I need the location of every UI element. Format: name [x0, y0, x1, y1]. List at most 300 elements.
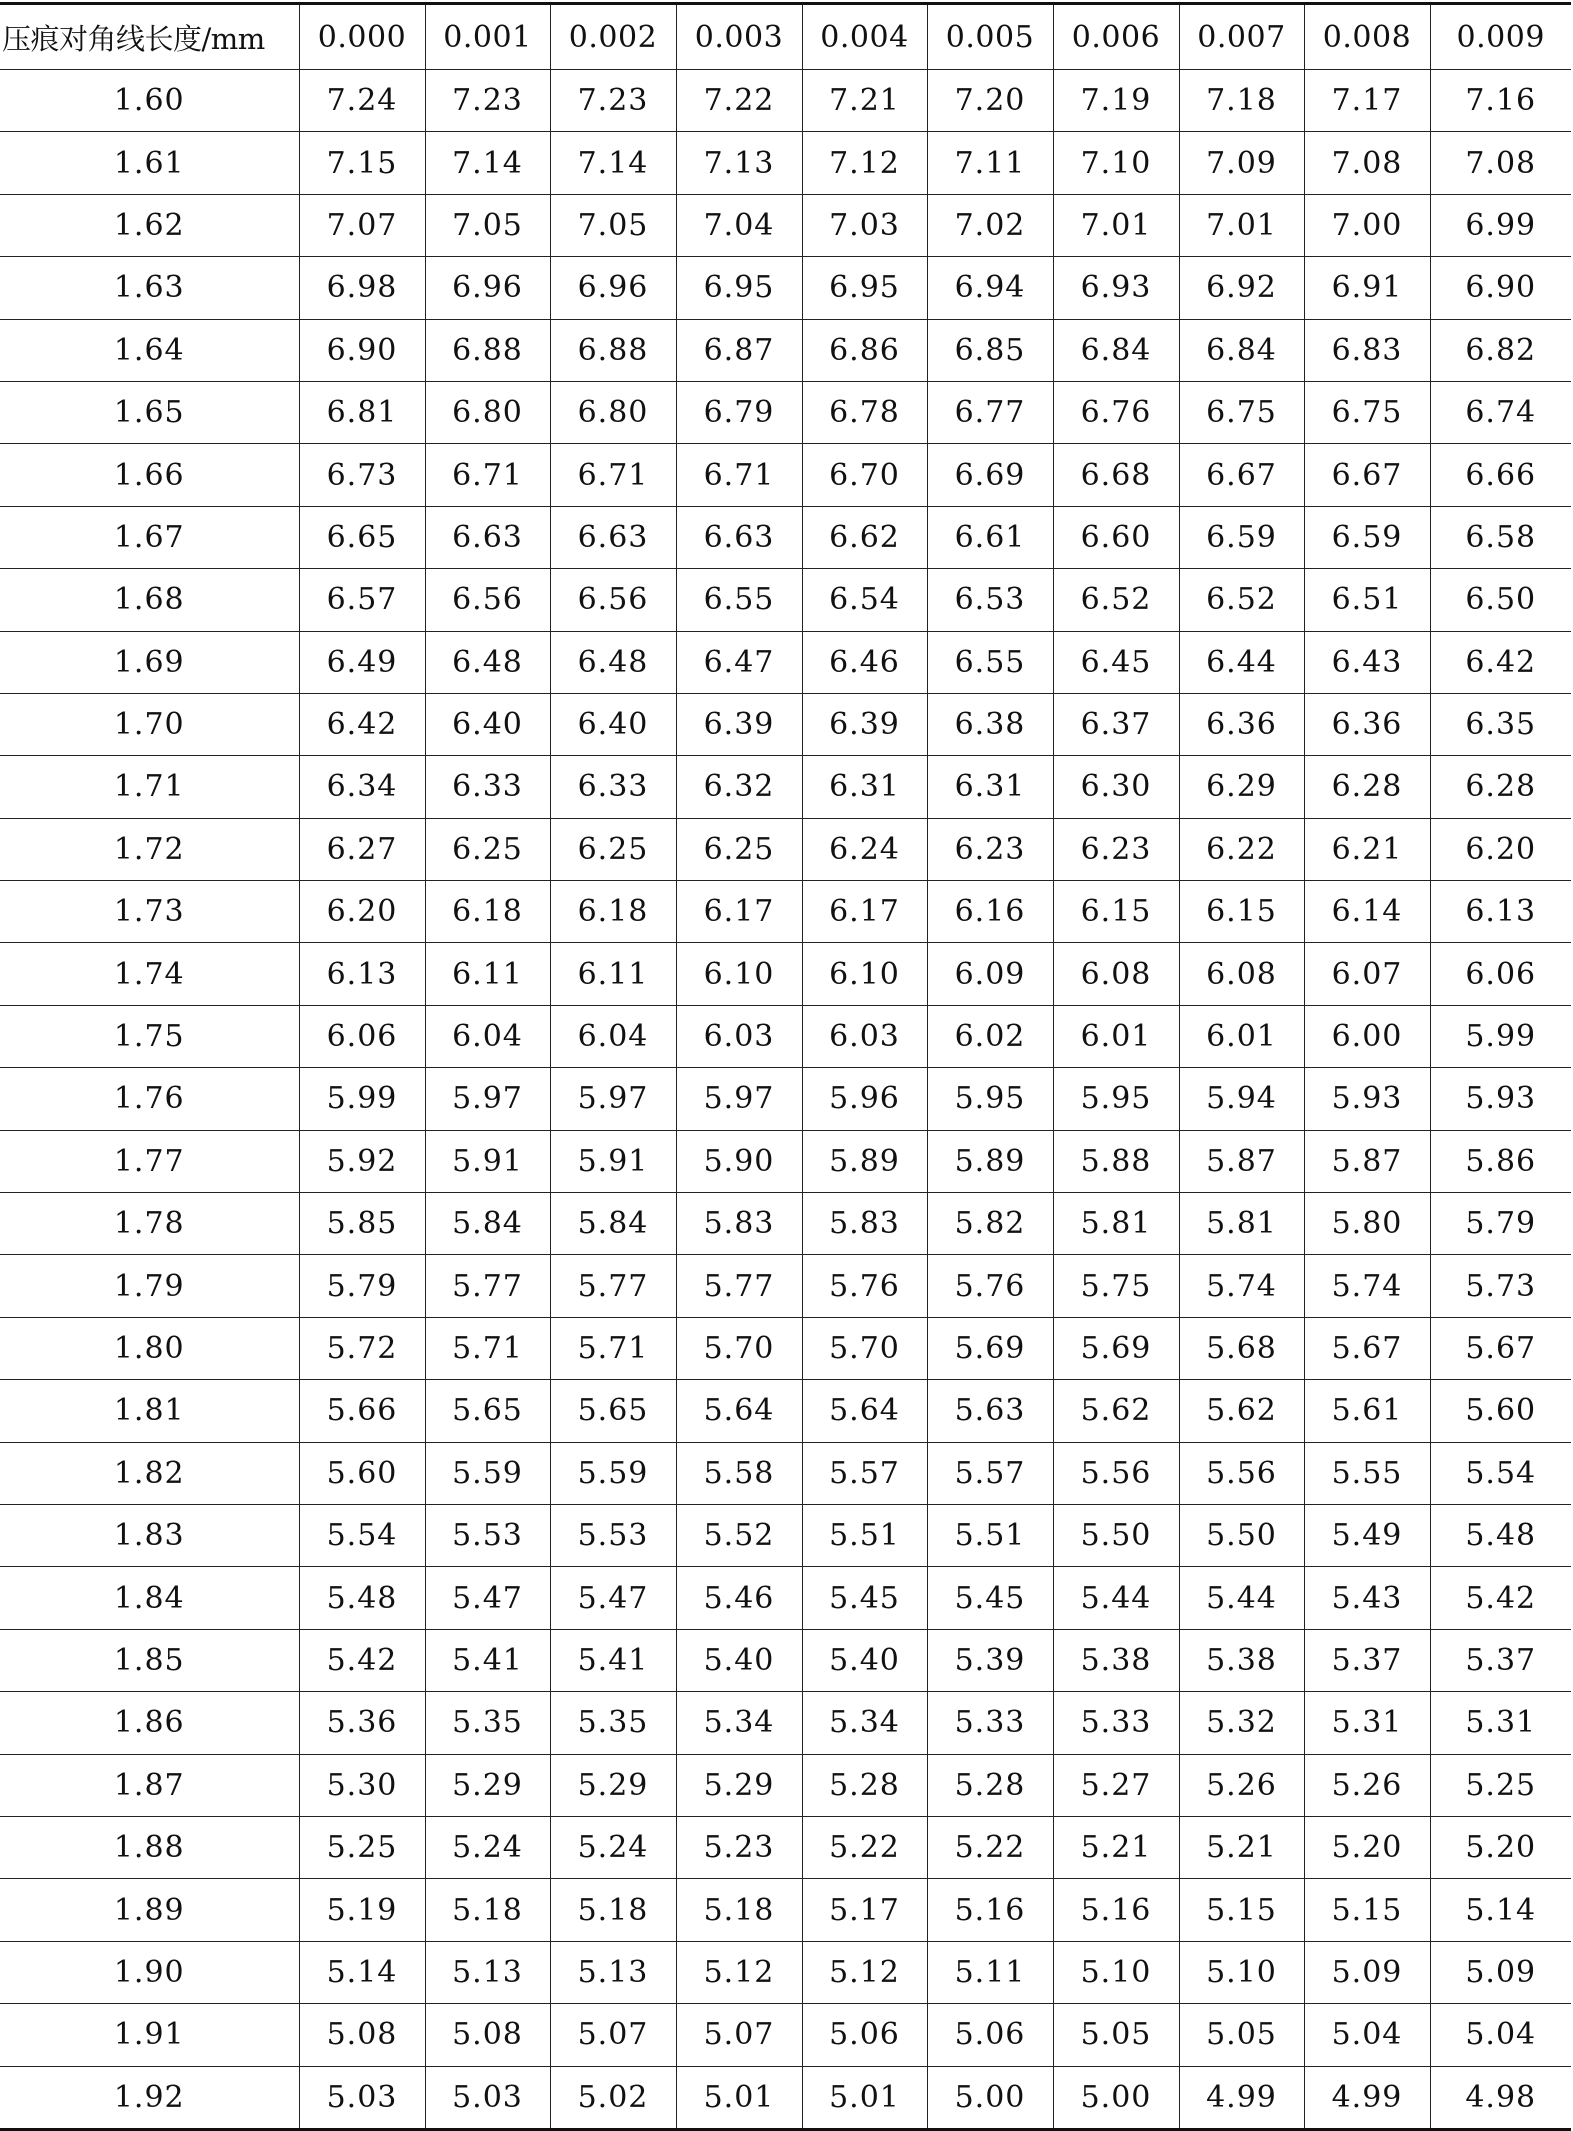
table-cell: 6.66 — [1430, 444, 1571, 506]
table-cell: 5.62 — [1053, 1380, 1179, 1442]
table-cell: 6.58 — [1430, 506, 1571, 568]
table-cell: 5.53 — [550, 1504, 676, 1566]
table-cell: 6.70 — [802, 444, 927, 506]
table-cell: 5.31 — [1304, 1692, 1430, 1754]
table-cell: 6.10 — [676, 943, 802, 1005]
row-diagonal-length: 1.74 — [0, 943, 299, 1005]
table-cell: 5.05 — [1179, 2004, 1304, 2066]
row-diagonal-length: 1.86 — [0, 1692, 299, 1754]
row-diagonal-length: 1.84 — [0, 1567, 299, 1629]
table-cell: 6.71 — [425, 444, 550, 506]
table-cell: 6.23 — [927, 818, 1053, 880]
row-diagonal-length: 1.76 — [0, 1068, 299, 1130]
table-cell: 5.85 — [299, 1193, 425, 1255]
table-cell: 5.22 — [927, 1816, 1053, 1878]
table-cell: 5.71 — [550, 1317, 676, 1379]
table-cell: 6.11 — [425, 943, 550, 1005]
table-cell: 6.62 — [802, 506, 927, 568]
table-cell: 6.02 — [927, 1005, 1053, 1067]
table-cell: 5.95 — [1053, 1068, 1179, 1130]
table-cell: 6.77 — [927, 381, 1053, 443]
table-cell: 5.21 — [1053, 1816, 1179, 1878]
table-cell: 5.69 — [1053, 1317, 1179, 1379]
header-offset: 0.003 — [676, 4, 802, 70]
table-cell: 7.01 — [1053, 194, 1179, 256]
table-cell: 6.47 — [676, 631, 802, 693]
table-cell: 5.59 — [550, 1442, 676, 1504]
table-cell: 5.61 — [1304, 1380, 1430, 1442]
row-diagonal-length: 1.71 — [0, 756, 299, 818]
table-cell: 6.15 — [1053, 881, 1179, 943]
table-cell: 6.84 — [1179, 319, 1304, 381]
table-cell: 7.07 — [299, 194, 425, 256]
table-cell: 6.51 — [1304, 569, 1430, 631]
table-cell: 6.07 — [1304, 943, 1430, 1005]
table-cell: 6.29 — [1179, 756, 1304, 818]
table-cell: 6.39 — [676, 693, 802, 755]
table-cell: 5.09 — [1430, 1941, 1571, 2003]
row-diagonal-length: 1.89 — [0, 1879, 299, 1941]
table-cell: 6.40 — [550, 693, 676, 755]
row-diagonal-length: 1.85 — [0, 1629, 299, 1691]
table-cell: 6.35 — [1430, 693, 1571, 755]
table-cell: 6.93 — [1053, 257, 1179, 319]
table-cell: 5.60 — [299, 1442, 425, 1504]
table-cell: 6.48 — [425, 631, 550, 693]
table-row — [0, 569, 1571, 631]
table-body — [0, 70, 1571, 2130]
table-cell: 6.28 — [1430, 756, 1571, 818]
table-cell: 7.15 — [299, 132, 425, 194]
table-row — [0, 1504, 1571, 1566]
table-cell: 6.83 — [1304, 319, 1430, 381]
table-cell: 7.02 — [927, 194, 1053, 256]
table-cell: 6.31 — [802, 756, 927, 818]
row-diagonal-length: 1.68 — [0, 569, 299, 631]
table-cell: 6.59 — [1304, 506, 1430, 568]
table-cell: 5.12 — [802, 1941, 927, 2003]
row-diagonal-length: 1.75 — [0, 1005, 299, 1067]
table-cell: 6.54 — [802, 569, 927, 631]
table-cell: 5.26 — [1179, 1754, 1304, 1816]
table-cell: 6.33 — [425, 756, 550, 818]
table-row — [0, 444, 1571, 506]
table-row — [0, 132, 1571, 194]
table-cell: 5.40 — [676, 1629, 802, 1691]
table-row — [0, 2066, 1571, 2129]
table-cell: 5.16 — [1053, 1879, 1179, 1941]
table-cell: 5.07 — [676, 2004, 802, 2066]
table-cell: 6.28 — [1304, 756, 1430, 818]
row-diagonal-length: 1.90 — [0, 1941, 299, 2003]
table-cell: 5.84 — [425, 1193, 550, 1255]
table-cell: 6.49 — [299, 631, 425, 693]
table-cell: 7.14 — [550, 132, 676, 194]
table-cell: 5.11 — [927, 1941, 1053, 2003]
row-diagonal-length: 1.72 — [0, 818, 299, 880]
table-cell: 7.04 — [676, 194, 802, 256]
table-cell: 5.96 — [802, 1068, 927, 1130]
table-cell: 7.10 — [1053, 132, 1179, 194]
table-cell: 7.22 — [676, 70, 802, 132]
table-cell: 5.57 — [927, 1442, 1053, 1504]
table-cell: 6.98 — [299, 257, 425, 319]
table-cell: 4.99 — [1304, 2066, 1430, 2129]
table-cell: 5.42 — [1430, 1567, 1571, 1629]
table-cell: 5.43 — [1304, 1567, 1430, 1629]
table-cell: 5.30 — [299, 1754, 425, 1816]
table-cell: 5.66 — [299, 1380, 425, 1442]
row-diagonal-length: 1.78 — [0, 1193, 299, 1255]
table-cell: 6.01 — [1179, 1005, 1304, 1067]
table-cell: 5.29 — [425, 1754, 550, 1816]
table-cell: 5.25 — [299, 1816, 425, 1878]
row-diagonal-length: 1.65 — [0, 381, 299, 443]
table-cell: 5.41 — [550, 1629, 676, 1691]
table-cell: 6.45 — [1053, 631, 1179, 693]
table-cell: 7.08 — [1430, 132, 1571, 194]
table-cell: 5.44 — [1053, 1567, 1179, 1629]
table-cell: 5.17 — [802, 1879, 927, 1941]
row-diagonal-length: 1.64 — [0, 319, 299, 381]
table-cell: 5.54 — [1430, 1442, 1571, 1504]
table-cell: 5.04 — [1304, 2004, 1430, 2066]
table-cell: 6.74 — [1430, 381, 1571, 443]
table-row — [0, 1567, 1571, 1629]
table-cell: 6.53 — [927, 569, 1053, 631]
table-row — [0, 1380, 1571, 1442]
table-cell: 6.95 — [676, 257, 802, 319]
table-cell: 6.60 — [1053, 506, 1179, 568]
table-cell: 6.37 — [1053, 693, 1179, 755]
table-cell: 5.09 — [1304, 1941, 1430, 2003]
table-cell: 5.33 — [927, 1692, 1053, 1754]
table-cell: 5.79 — [1430, 1193, 1571, 1255]
table-cell: 5.16 — [927, 1879, 1053, 1941]
table-cell: 6.92 — [1179, 257, 1304, 319]
table-cell: 5.04 — [1430, 2004, 1571, 2066]
table-cell: 5.15 — [1179, 1879, 1304, 1941]
table-cell: 5.39 — [927, 1629, 1053, 1691]
table-cell: 6.55 — [927, 631, 1053, 693]
table-cell: 6.08 — [1179, 943, 1304, 1005]
table-cell: 5.34 — [802, 1692, 927, 1754]
table-cell: 5.31 — [1430, 1692, 1571, 1754]
table-cell: 5.48 — [299, 1567, 425, 1629]
table-cell: 7.16 — [1430, 70, 1571, 132]
table-cell: 5.58 — [676, 1442, 802, 1504]
table-cell: 6.03 — [802, 1005, 927, 1067]
table-cell: 6.38 — [927, 693, 1053, 755]
table-cell: 5.35 — [550, 1692, 676, 1754]
table-cell: 7.01 — [1179, 194, 1304, 256]
table-row — [0, 1629, 1571, 1691]
row-diagonal-length: 1.73 — [0, 881, 299, 943]
table-cell: 5.94 — [1179, 1068, 1304, 1130]
row-diagonal-length: 1.81 — [0, 1380, 299, 1442]
table-row — [0, 1754, 1571, 1816]
table-cell: 6.25 — [425, 818, 550, 880]
table-cell: 6.09 — [927, 943, 1053, 1005]
table-cell: 7.23 — [425, 70, 550, 132]
table-cell: 6.44 — [1179, 631, 1304, 693]
table-cell: 5.88 — [1053, 1130, 1179, 1192]
table-cell: 6.94 — [927, 257, 1053, 319]
table-cell: 6.46 — [802, 631, 927, 693]
table-row — [0, 1879, 1571, 1941]
table-cell: 5.70 — [802, 1317, 927, 1379]
header-offset: 0.001 — [425, 4, 550, 70]
table-row — [0, 631, 1571, 693]
table-cell: 5.20 — [1430, 1816, 1571, 1878]
row-diagonal-length: 1.63 — [0, 257, 299, 319]
table-cell: 6.04 — [425, 1005, 550, 1067]
table-cell: 7.03 — [802, 194, 927, 256]
table-cell: 6.88 — [550, 319, 676, 381]
row-diagonal-length: 1.69 — [0, 631, 299, 693]
table-cell: 5.06 — [927, 2004, 1053, 2066]
table-cell: 6.81 — [299, 381, 425, 443]
table-cell: 5.05 — [1053, 2004, 1179, 2066]
table-cell: 6.87 — [676, 319, 802, 381]
table-cell: 5.28 — [802, 1754, 927, 1816]
table-cell: 5.92 — [299, 1130, 425, 1192]
table-cell: 6.73 — [299, 444, 425, 506]
table-cell: 4.99 — [1179, 2066, 1304, 2129]
table-cell: 6.39 — [802, 693, 927, 755]
table-cell: 6.78 — [802, 381, 927, 443]
table-cell: 5.83 — [676, 1193, 802, 1255]
table-cell: 5.89 — [927, 1130, 1053, 1192]
table-cell: 5.18 — [550, 1879, 676, 1941]
table-cell: 5.29 — [676, 1754, 802, 1816]
table-cell: 5.13 — [425, 1941, 550, 2003]
table-cell: 6.52 — [1179, 569, 1304, 631]
table-cell: 5.60 — [1430, 1380, 1571, 1442]
table-cell: 5.67 — [1430, 1317, 1571, 1379]
table-cell: 5.49 — [1304, 1504, 1430, 1566]
table-cell: 5.46 — [676, 1567, 802, 1629]
table-cell: 5.65 — [425, 1380, 550, 1442]
table-cell: 5.08 — [299, 2004, 425, 2066]
table-cell: 5.15 — [1304, 1879, 1430, 1941]
table-cell: 5.59 — [425, 1442, 550, 1504]
table-cell: 5.87 — [1179, 1130, 1304, 1192]
table-cell: 7.00 — [1304, 194, 1430, 256]
table-cell: 6.18 — [550, 881, 676, 943]
table-cell: 5.13 — [550, 1941, 676, 2003]
table-cell: 5.21 — [1179, 1816, 1304, 1878]
table-cell: 6.08 — [1053, 943, 1179, 1005]
table-cell: 5.20 — [1304, 1816, 1430, 1878]
table-cell: 6.96 — [425, 257, 550, 319]
table-cell: 5.99 — [1430, 1005, 1571, 1067]
table-cell: 6.80 — [550, 381, 676, 443]
table-cell: 6.31 — [927, 756, 1053, 818]
table-cell: 5.73 — [1430, 1255, 1571, 1317]
table-cell: 5.28 — [927, 1754, 1053, 1816]
table-cell: 5.44 — [1179, 1567, 1304, 1629]
header-offset: 0.004 — [802, 4, 927, 70]
table-cell: 6.88 — [425, 319, 550, 381]
table-cell: 5.50 — [1179, 1504, 1304, 1566]
table-cell: 6.34 — [299, 756, 425, 818]
table-cell: 6.01 — [1053, 1005, 1179, 1067]
table-cell: 6.90 — [1430, 257, 1571, 319]
table-cell: 6.86 — [802, 319, 927, 381]
table-cell: 6.14 — [1304, 881, 1430, 943]
table-cell: 5.84 — [550, 1193, 676, 1255]
table-cell: 6.82 — [1430, 319, 1571, 381]
table-cell: 6.27 — [299, 818, 425, 880]
table-cell: 7.18 — [1179, 70, 1304, 132]
table-cell: 7.08 — [1304, 132, 1430, 194]
table-cell: 6.56 — [550, 569, 676, 631]
table-cell: 6.84 — [1053, 319, 1179, 381]
table-cell: 6.65 — [299, 506, 425, 568]
table-cell: 6.56 — [425, 569, 550, 631]
table-row — [0, 1130, 1571, 1192]
table-cell: 6.24 — [802, 818, 927, 880]
table-cell: 6.17 — [676, 881, 802, 943]
table-cell: 6.16 — [927, 881, 1053, 943]
table-cell: 6.25 — [676, 818, 802, 880]
table-cell: 6.20 — [299, 881, 425, 943]
table-cell: 5.08 — [425, 2004, 550, 2066]
table-cell: 5.07 — [550, 2004, 676, 2066]
table-cell: 5.99 — [299, 1068, 425, 1130]
table-cell: 6.03 — [676, 1005, 802, 1067]
table-cell: 5.48 — [1430, 1504, 1571, 1566]
row-diagonal-length: 1.87 — [0, 1754, 299, 1816]
table-cell: 5.86 — [1430, 1130, 1571, 1192]
table-cell: 5.74 — [1304, 1255, 1430, 1317]
row-diagonal-length: 1.82 — [0, 1442, 299, 1504]
row-diagonal-length: 1.61 — [0, 132, 299, 194]
table-cell: 6.67 — [1304, 444, 1430, 506]
table-cell: 6.75 — [1304, 381, 1430, 443]
table-cell: 5.24 — [425, 1816, 550, 1878]
table-cell: 6.85 — [927, 319, 1053, 381]
table-cell: 6.13 — [1430, 881, 1571, 943]
table-cell: 5.00 — [927, 2066, 1053, 2129]
table-cell: 7.11 — [927, 132, 1053, 194]
table-cell: 6.11 — [550, 943, 676, 1005]
table-row — [0, 1255, 1571, 1317]
table-cell: 5.83 — [802, 1193, 927, 1255]
header-offset: 0.006 — [1053, 4, 1179, 70]
table-cell: 6.63 — [425, 506, 550, 568]
table-cell: 6.32 — [676, 756, 802, 818]
table-cell: 6.80 — [425, 381, 550, 443]
table-cell: 5.37 — [1430, 1629, 1571, 1691]
header-offset: 0.009 — [1430, 4, 1571, 70]
table-cell: 5.12 — [676, 1941, 802, 2003]
table-cell: 5.24 — [550, 1816, 676, 1878]
table-cell: 5.40 — [802, 1629, 927, 1691]
table-cell: 4.98 — [1430, 2066, 1571, 2129]
table-cell: 5.14 — [1430, 1879, 1571, 1941]
table-cell: 6.61 — [927, 506, 1053, 568]
table-cell: 5.14 — [299, 1941, 425, 2003]
table-cell: 5.91 — [550, 1130, 676, 1192]
table-cell: 5.52 — [676, 1504, 802, 1566]
table-cell: 5.03 — [425, 2066, 550, 2129]
table-cell: 5.06 — [802, 2004, 927, 2066]
table-cell: 6.75 — [1179, 381, 1304, 443]
hardness-lookup-table — [0, 2, 1571, 2131]
table-cell: 6.55 — [676, 569, 802, 631]
table-cell: 5.10 — [1053, 1941, 1179, 2003]
table-cell: 6.68 — [1053, 444, 1179, 506]
table-cell: 5.01 — [802, 2066, 927, 2129]
table-cell: 5.89 — [802, 1130, 927, 1192]
row-diagonal-length: 1.66 — [0, 444, 299, 506]
table-row — [0, 506, 1571, 568]
table-cell: 5.80 — [1304, 1193, 1430, 1255]
header-row — [0, 4, 1571, 70]
table-cell: 5.34 — [676, 1692, 802, 1754]
table-cell: 6.36 — [1304, 693, 1430, 755]
table-row — [0, 818, 1571, 880]
table-row — [0, 693, 1571, 755]
table-row — [0, 2004, 1571, 2066]
table-cell: 5.53 — [425, 1504, 550, 1566]
table-cell: 5.87 — [1304, 1130, 1430, 1192]
table-cell: 7.09 — [1179, 132, 1304, 194]
table-cell: 6.42 — [1430, 631, 1571, 693]
table-cell: 6.69 — [927, 444, 1053, 506]
table-cell: 6.04 — [550, 1005, 676, 1067]
table-cell: 5.76 — [802, 1255, 927, 1317]
table-cell: 5.38 — [1179, 1629, 1304, 1691]
table-cell: 5.56 — [1179, 1442, 1304, 1504]
table-cell: 5.54 — [299, 1504, 425, 1566]
table-cell: 6.52 — [1053, 569, 1179, 631]
table-cell: 6.17 — [802, 881, 927, 943]
header-offset: 0.005 — [927, 4, 1053, 70]
table-cell: 5.63 — [927, 1380, 1053, 1442]
table-cell: 6.63 — [676, 506, 802, 568]
table-header — [0, 4, 1571, 70]
table-cell: 6.71 — [550, 444, 676, 506]
header-diagonal-length: 压痕对角线长度/mm — [0, 4, 299, 70]
table-row — [0, 319, 1571, 381]
table-cell: 5.22 — [802, 1816, 927, 1878]
table-cell: 5.81 — [1179, 1193, 1304, 1255]
table-cell: 5.02 — [550, 2066, 676, 2129]
table-cell: 6.91 — [1304, 257, 1430, 319]
table-row — [0, 1442, 1571, 1504]
table-cell: 5.51 — [927, 1504, 1053, 1566]
row-diagonal-length: 1.79 — [0, 1255, 299, 1317]
table-cell: 6.00 — [1304, 1005, 1430, 1067]
row-diagonal-length: 1.67 — [0, 506, 299, 568]
table-cell: 6.06 — [1430, 943, 1571, 1005]
table-cell: 5.97 — [425, 1068, 550, 1130]
table-cell: 5.33 — [1053, 1692, 1179, 1754]
table-cell: 5.82 — [927, 1193, 1053, 1255]
table-cell: 6.42 — [299, 693, 425, 755]
table-cell: 5.38 — [1053, 1629, 1179, 1691]
table-cell: 6.71 — [676, 444, 802, 506]
table-cell: 5.51 — [802, 1504, 927, 1566]
header-offset: 0.007 — [1179, 4, 1304, 70]
table-cell: 5.00 — [1053, 2066, 1179, 2129]
table-cell: 7.20 — [927, 70, 1053, 132]
table-row — [0, 1692, 1571, 1754]
table-cell: 6.20 — [1430, 818, 1571, 880]
